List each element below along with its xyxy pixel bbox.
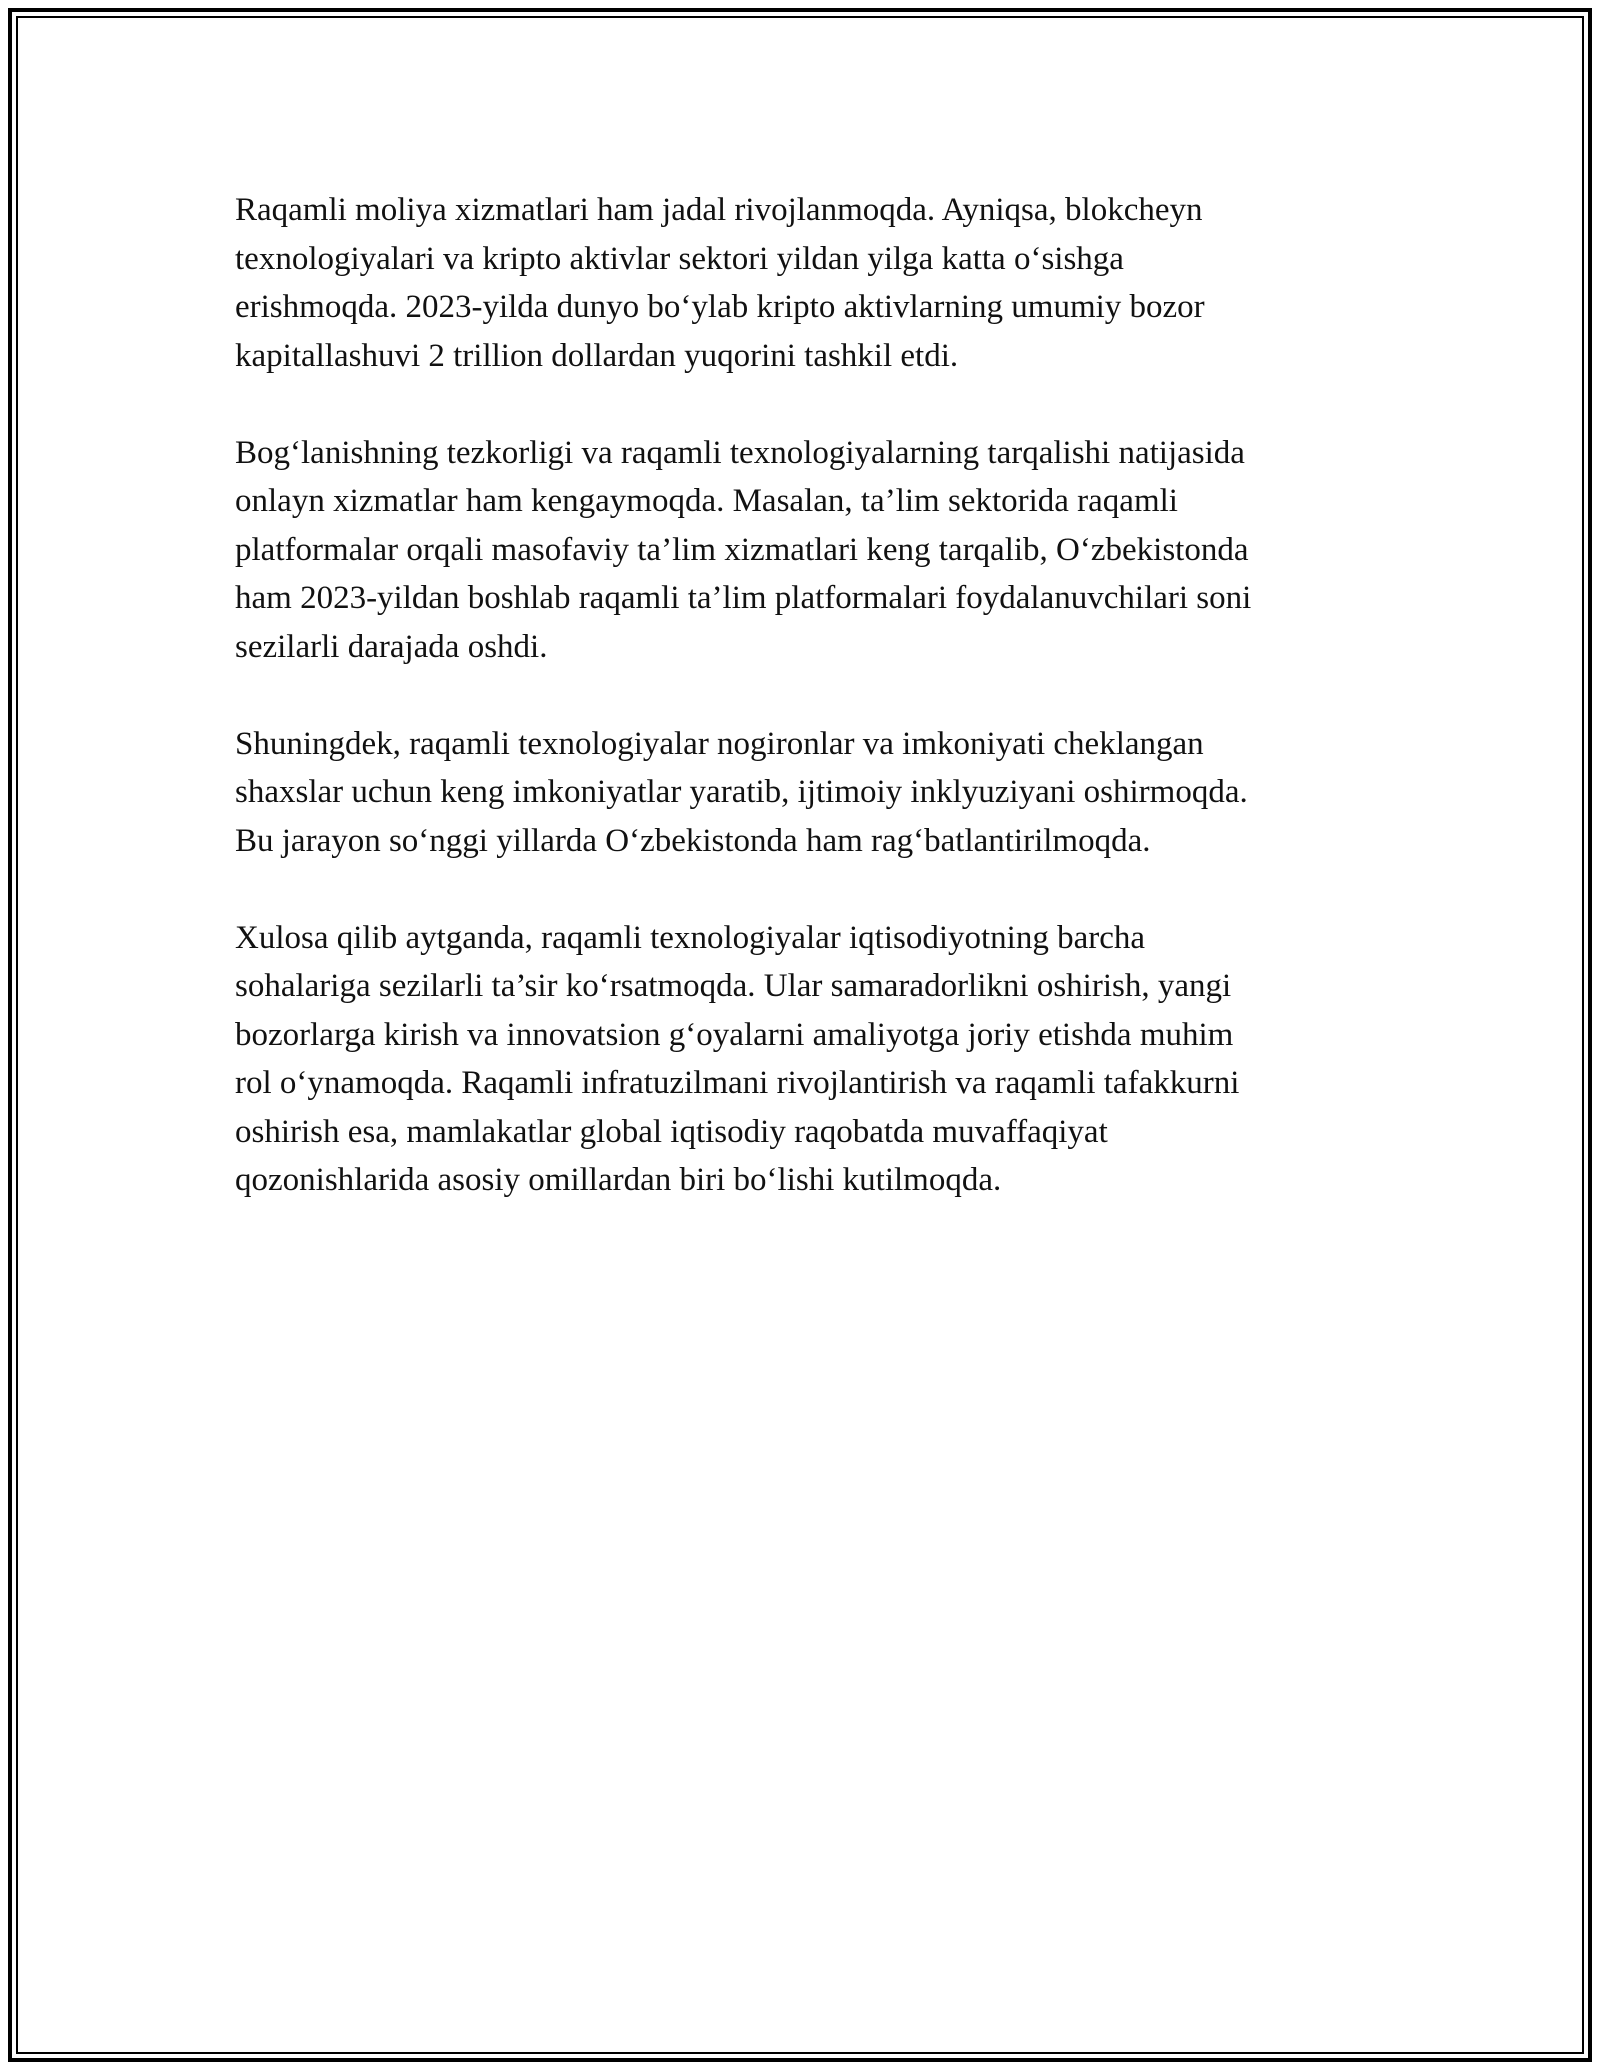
- text-line: Raqamli moliya xizmatlari ham jadal rivojlanmoqda. Ayniqsa, blokcheyn: [235, 192, 1203, 228]
- text-line: onlayn xizmatlar ham kengaymoqda. Masalan, ta’lim sektorida raqamli: [235, 483, 1178, 519]
- text-line: platformalar orqali masofaviy ta’lim xizmatlari keng tarqalib, O‘zbekistonda: [235, 531, 1249, 568]
- paragraph-online-services: [235, 429, 1375, 672]
- text-line: bozorlarga kirish va innovatsion g‘oyalarni amaliyotga joriy etishda muhim: [235, 1016, 1234, 1053]
- text-line: sezilarli darajada oshdi.: [235, 628, 548, 665]
- text-line: oshirish esa, mamlakatlar global iqtisodiy raqobatda muvaffaqiyat: [235, 1113, 1108, 1150]
- text-line: erishmoqda. 2023-yilda dunyo bo‘ylab kripto aktivlarning umumiy bozor: [235, 289, 1205, 325]
- document-body: [235, 186, 1375, 1253]
- paragraph-conclusion: [235, 914, 1375, 1205]
- text-line: Bog‘lanishning tezkorligi va raqamli texnologiyalarning tarqalishi natijasida: [235, 434, 1245, 471]
- text-line: texnologiyalari va kripto aktivlar sektori yildan yilga katta o‘sishga: [235, 240, 1124, 277]
- text-line: shaxslar uchun keng imkoniyatlar yaratib, ijtimoiy inklyuziyani oshirmoqda.: [235, 774, 1248, 810]
- text-line: Bu jarayon so‘nggi yillarda O‘zbekistonda ham rag‘batlantirilmoqda.: [235, 822, 1151, 859]
- text-line: sohalariga sezilarli ta’sir ko‘rsatmoqda. Ular samaradorlikni oshirish, yangi: [235, 968, 1232, 1004]
- paragraph-social-inclusion: [235, 720, 1375, 866]
- text-line: Xulosa qilib aytganda, raqamli texnologiyalar iqtisodiyotning barcha: [235, 919, 1146, 956]
- text-line: rol o‘ynamoqda. Raqamli infratuzilmani rivojlantirish va raqamli tafakkurni: [235, 1065, 1240, 1101]
- text-line: ham 2023-yildan boshlab raqamli ta’lim platformalari foydalanuvchilari soni: [235, 580, 1252, 616]
- text-line: kapitallashuvi 2 trillion dollardan yuqorini tashkil etdi.: [235, 337, 959, 374]
- text-line: qozonishlarida asosiy omillardan biri bo‘lishi kutilmoqda.: [235, 1162, 1002, 1198]
- paragraph-digital-finance: [235, 186, 1375, 380]
- text-line: Shuningdek, raqamli texnologiyalar nogironlar va imkoniyati cheklangan: [235, 725, 1204, 762]
